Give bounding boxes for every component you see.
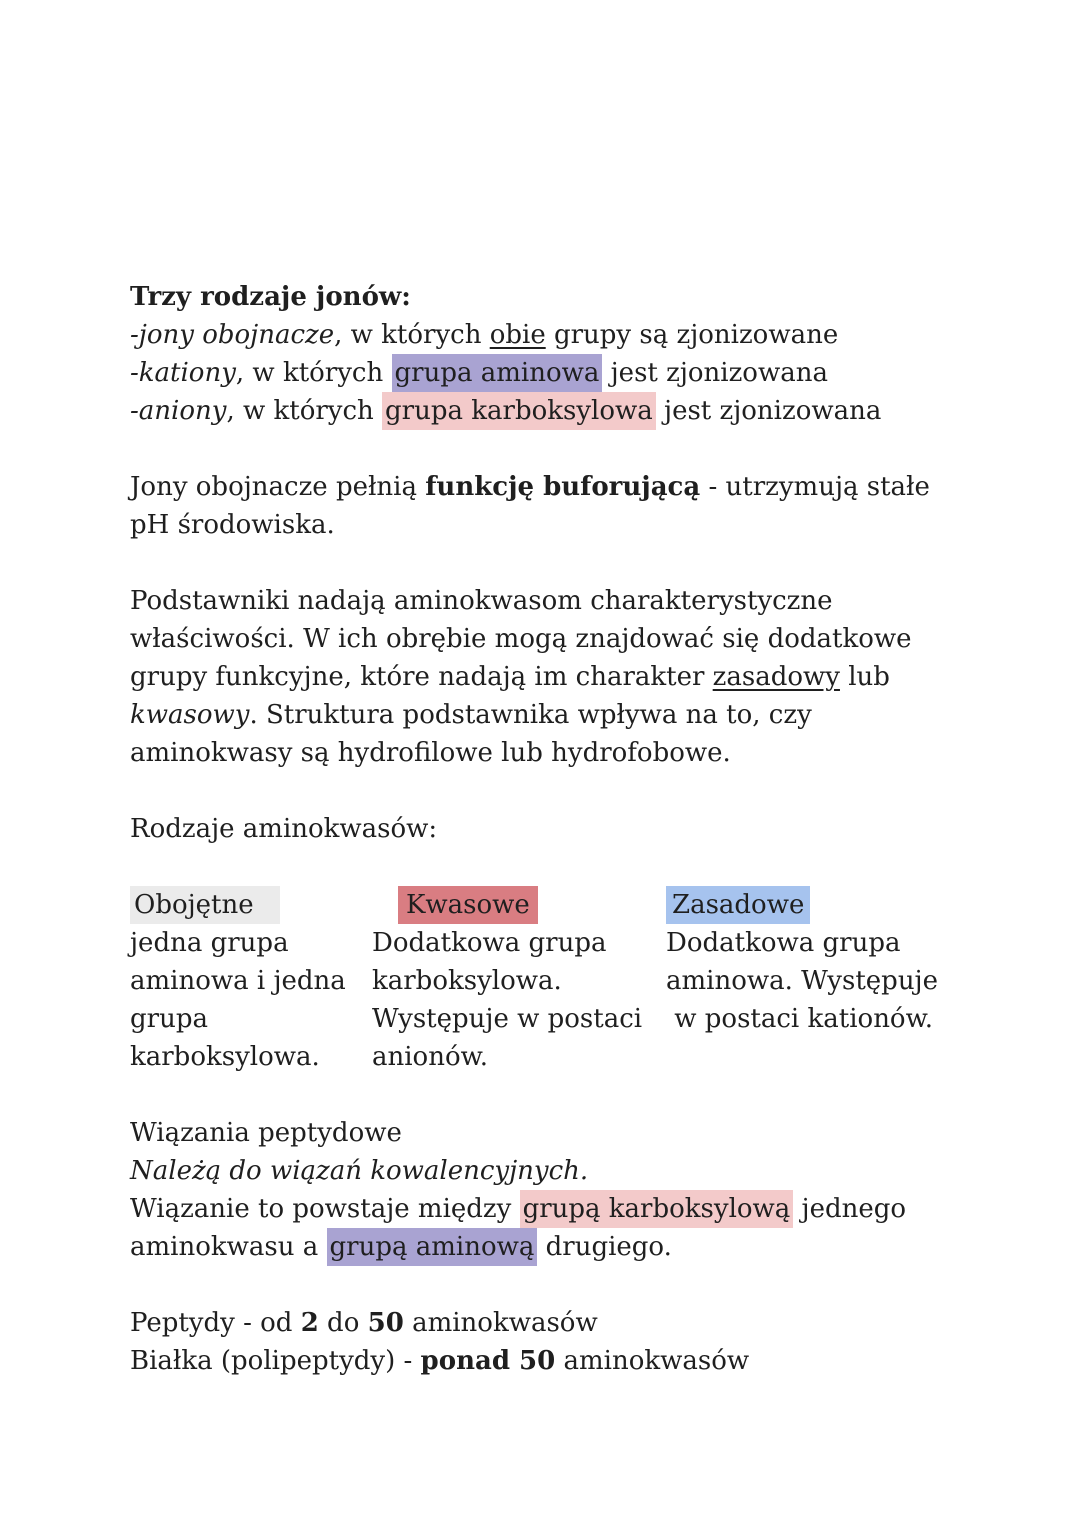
peptides-proteins-lines xyxy=(130,1304,950,1380)
text-line xyxy=(130,582,950,620)
text-run-underline: zasadowy xyxy=(712,662,840,692)
text-run: karboksylowa. xyxy=(372,966,562,996)
text-run: - utrzymują stałe xyxy=(700,472,930,502)
text-run-hl-purple: grupą aminową xyxy=(327,1228,538,1266)
text-line xyxy=(666,1000,950,1038)
text-run: drugiego. xyxy=(537,1232,672,1262)
text-run-bold: ponad 50 xyxy=(420,1346,556,1376)
section-substituents xyxy=(130,582,950,772)
section-buffer-function xyxy=(130,468,950,544)
table-column-acidic xyxy=(372,886,666,1076)
text-line xyxy=(130,734,950,772)
text-run: aminowa i jedna xyxy=(130,966,346,996)
text-line xyxy=(130,1304,950,1342)
text-line xyxy=(372,1000,666,1038)
text-line xyxy=(372,924,666,962)
table-column-neutral xyxy=(130,886,372,1076)
text-run: Występuje w postaci xyxy=(372,1004,643,1034)
text-run: Wiązania peptydowe xyxy=(130,1118,402,1148)
text-run-underline: obie xyxy=(489,320,546,350)
buffer-function-lines xyxy=(130,468,950,544)
ion-types-heading-text: Trzy rodzaje jonów: xyxy=(130,282,411,312)
text-run: grupy są zjonizowane xyxy=(545,320,839,350)
text-run: właściwości. W ich obrębie mogą znajdować się dodatkowe xyxy=(130,624,912,654)
text-run: . Struktura podstawnika wpływa na to, czy xyxy=(249,700,812,730)
text-line xyxy=(130,696,950,734)
text-run: aminokwasów xyxy=(403,1308,598,1338)
text-line xyxy=(130,1228,950,1266)
text-run-hl-purple: grupa aminowa xyxy=(392,354,603,392)
text-line xyxy=(130,962,372,1000)
amino-types-heading-text: Rodzaje aminokwasów: xyxy=(130,814,438,844)
text-run: lub xyxy=(839,662,890,692)
column-header-basic-text: Zasadowe xyxy=(666,886,810,924)
peptide-bonds-lines xyxy=(130,1114,950,1266)
column-header-neutral xyxy=(130,886,372,924)
text-run: jest zjonizowana xyxy=(655,396,882,426)
text-run-italic: Należą do wiązań kowalencyjnych. xyxy=(130,1156,589,1186)
text-run-bold: 50 xyxy=(367,1308,404,1338)
text-line xyxy=(130,392,950,430)
text-run: karboksylowa. xyxy=(130,1042,320,1072)
section-peptide-bonds xyxy=(130,1114,950,1266)
column-header-neutral-text: Obojętne xyxy=(130,886,280,924)
text-run-italic: kwasowy xyxy=(130,700,250,730)
section-ion-types xyxy=(130,278,950,430)
text-line xyxy=(666,924,950,962)
text-run: aminokwasów xyxy=(555,1346,750,1376)
text-run: Dodatkowa grupa xyxy=(666,928,901,958)
text-line xyxy=(130,924,372,962)
text-line xyxy=(666,962,950,1000)
substituents-lines xyxy=(130,582,950,772)
text-run: grupa xyxy=(130,1004,208,1034)
text-run-bold: 2 xyxy=(300,1308,319,1338)
text-line xyxy=(130,658,950,696)
text-run: pH środowiska. xyxy=(130,510,335,540)
table-column-basic xyxy=(666,886,950,1076)
text-run-italic: -aniony xyxy=(130,396,227,426)
text-line xyxy=(130,1342,950,1380)
text-run: aminowa. Występuje xyxy=(666,966,939,996)
text-run: aminokwasy są hydrofilowe lub hydrofobowe. xyxy=(130,738,731,768)
text-run-bold: funkcję buforującą xyxy=(425,472,701,502)
text-line xyxy=(130,1190,950,1228)
text-run: do xyxy=(318,1308,368,1338)
text-line xyxy=(130,1000,372,1038)
text-line xyxy=(130,316,950,354)
text-line xyxy=(372,962,666,1000)
text-run: grupy funkcyjne, które nadają im charakter xyxy=(130,662,713,692)
text-run: Wiązanie to powstaje między xyxy=(130,1194,520,1224)
text-line xyxy=(372,1038,666,1076)
text-run: Podstawniki nadają aminokwasom charakterystyczne xyxy=(130,586,833,616)
text-run: Dodatkowa grupa xyxy=(372,928,607,958)
text-run: Białka (polipeptydy) - xyxy=(130,1346,421,1376)
column-body-acidic xyxy=(372,924,666,1076)
text-run: jednego xyxy=(793,1194,907,1224)
text-run: w postaci kationów. xyxy=(666,1004,934,1034)
section-amino-types-heading xyxy=(130,810,950,848)
text-run: , w których xyxy=(226,396,383,426)
text-run-italic: -jony obojnacze xyxy=(130,320,335,350)
text-line xyxy=(130,354,950,392)
text-run: , w których xyxy=(334,320,490,350)
text-run: Peptydy - od xyxy=(130,1308,301,1338)
text-line xyxy=(130,1152,950,1190)
column-body-neutral xyxy=(130,924,372,1076)
ion-types-lines xyxy=(130,316,950,430)
text-run: anionów. xyxy=(372,1042,489,1072)
text-line xyxy=(130,1038,372,1076)
amino-types-table xyxy=(130,886,950,1076)
text-line xyxy=(130,620,950,658)
text-run: jest zjonizowana xyxy=(602,358,828,388)
text-run: aminokwasu a xyxy=(130,1232,327,1262)
text-line xyxy=(130,468,950,506)
text-run: jedna grupa xyxy=(130,928,289,958)
column-header-basic xyxy=(666,886,950,924)
section-peptides-proteins xyxy=(130,1304,950,1380)
text-run-hl-pink: grupą karboksylową xyxy=(520,1190,794,1228)
text-line xyxy=(130,1114,950,1152)
column-header-acidic xyxy=(372,886,666,924)
column-body-basic xyxy=(666,924,950,1038)
text-run: Jony obojnacze pełnią xyxy=(130,472,426,502)
text-run-italic: -kationy xyxy=(130,358,236,388)
amino-types-heading xyxy=(130,810,950,848)
text-line xyxy=(130,506,950,544)
text-run: , w których xyxy=(235,358,392,388)
text-run-hl-pink: grupa karboksylowa xyxy=(382,392,656,430)
column-header-acidic-text: Kwasowe xyxy=(398,886,538,924)
ion-types-heading xyxy=(130,278,950,316)
